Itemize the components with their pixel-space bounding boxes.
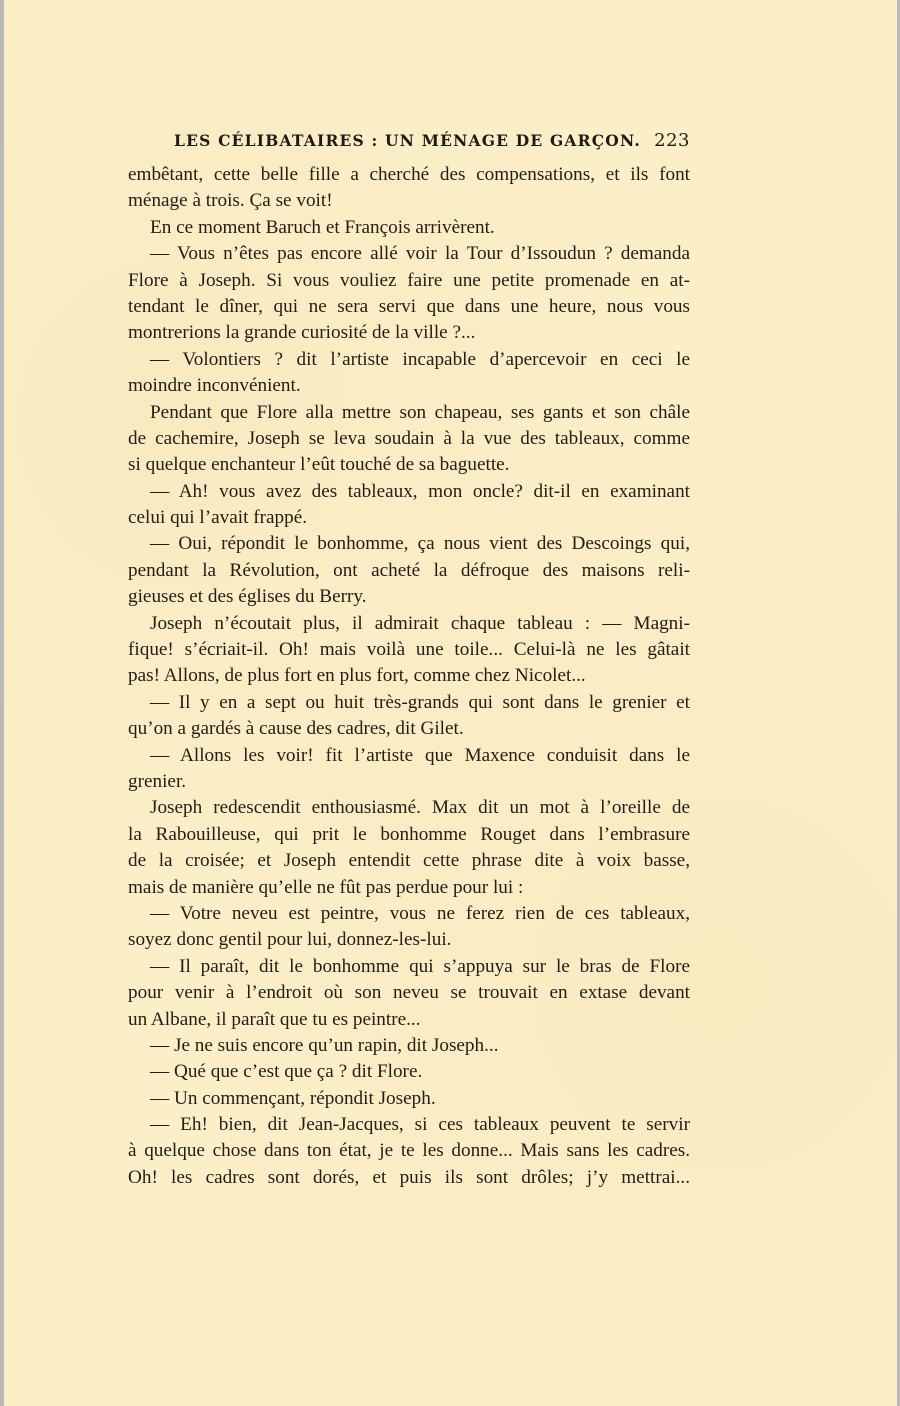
- text-line: — Ah! vous avez des tableaux, mon oncle? dit-il en examinant: [150, 480, 690, 502]
- running-header: [174, 130, 690, 151]
- running-title: LES CÉLIBATAIRES : UN MÉNAGE DE GARÇON.: [174, 131, 641, 150]
- text-line: de la croisée; et Joseph entendit cette phrase dite à voix basse,: [128, 850, 690, 872]
- text-line: fique! s’écriait-il. Oh! mais voilà une toile... Celui-là ne les gâtait: [128, 639, 690, 661]
- text-line: la Rabouilleuse, qui prit le bonhomme Rouget dans l’embrasure: [128, 823, 690, 845]
- text-line: un Albane, il paraît que tu es peintre...: [128, 1008, 421, 1030]
- text-line: Pendant que Flore alla mettre son chapeau, ses gants et son châle: [150, 401, 690, 423]
- text-line: pas! Allons, de plus fort en plus fort, comme chez Nicolet...: [128, 665, 586, 687]
- text-line: En ce moment Baruch et François arrivèrent.: [150, 216, 495, 238]
- text-line: moindre inconvénient.: [128, 375, 301, 397]
- text-line: Flore à Joseph. Si vous vouliez faire une petite promenade en at-: [128, 269, 690, 291]
- text-line: — Qué que c’est que ça ? dit Flore.: [150, 1061, 423, 1083]
- text-line: — Je ne suis encore qu’un rapin, dit Joseph...: [150, 1034, 499, 1056]
- page-number: 223: [654, 130, 690, 151]
- text-line: — Il y en a sept ou huit très-grands qui sont dans le grenier et: [150, 691, 690, 713]
- text-line: Joseph n’écoutait plus, il admirait chaque tableau : — Magni-: [150, 612, 690, 634]
- text-line: — Volontiers ? dit l’artiste incapable d’apercevoir en ceci le: [150, 348, 690, 370]
- text-line: à quelque chose dans ton état, je te les donne... Mais sans les cadres.: [128, 1140, 690, 1162]
- text-line: embêtant, cette belle fille a cherché des compensations, et ils font: [128, 164, 690, 185]
- text-line: montrerions la grande curiosité de la ville ?...: [128, 322, 476, 344]
- book-page: [4, 0, 897, 1406]
- text-line: gieuses et des églises du Berry.: [128, 586, 367, 608]
- text-line: grenier.: [128, 770, 187, 792]
- text-line: tendant le dîner, qui ne sera servi que dans une heure, nous vous: [128, 295, 690, 317]
- text-line: qu’on a gardés à cause des cadres, dit Gilet.: [128, 718, 464, 740]
- text-line: celui qui l’avait frappé.: [128, 507, 308, 529]
- text-line: — Allons les voir! fit l’artiste que Maxence conduisit dans le: [150, 744, 690, 766]
- text-line: — Eh! bien, dit Jean-Jacques, si ces tableaux peuvent te servir: [150, 1114, 690, 1136]
- text-line: pendant la Révolution, ont acheté la défroque des maisons reli-: [128, 559, 690, 581]
- text-line: — Oui, répondit le bonhomme, ça nous vient des Descoings qui,: [150, 533, 690, 555]
- text-line: Joseph redescendit enthousiasmé. Max dit un mot à l’oreille de: [150, 797, 690, 819]
- text-line: pour venir à l’endroit où son neveu se trouvait en extase devant: [128, 982, 690, 1004]
- body-text: [128, 162, 690, 1191]
- text-line: — Vous n’êtes pas encore allé voir la Tour d’Issoudun ? demanda: [150, 243, 690, 265]
- text-line: — Votre neveu est peintre, vous ne ferez rien de ces tableaux,: [150, 902, 690, 924]
- text-line: ménage à trois. Ça se voit!: [128, 190, 333, 212]
- text-line: — Un commençant, répondit Joseph.: [150, 1087, 436, 1109]
- text-line: mais de manière qu’elle ne fût pas perdue pour lui :: [128, 876, 524, 898]
- text-line: — Il paraît, dit le bonhomme qui s’appuya sur le bras de Flore: [150, 955, 690, 977]
- text-line: si quelque enchanteur l’eût touché de sa baguette.: [128, 454, 510, 476]
- text-line: de cachemire, Joseph se leva soudain à la vue des tableaux, comme: [128, 427, 690, 449]
- text-line: soyez donc gentil pour lui, donnez-les-lui.: [128, 929, 452, 951]
- text-line: Oh! les cadres sont dorés, et puis ils sont drôles; j’y mettrai...: [128, 1166, 690, 1188]
